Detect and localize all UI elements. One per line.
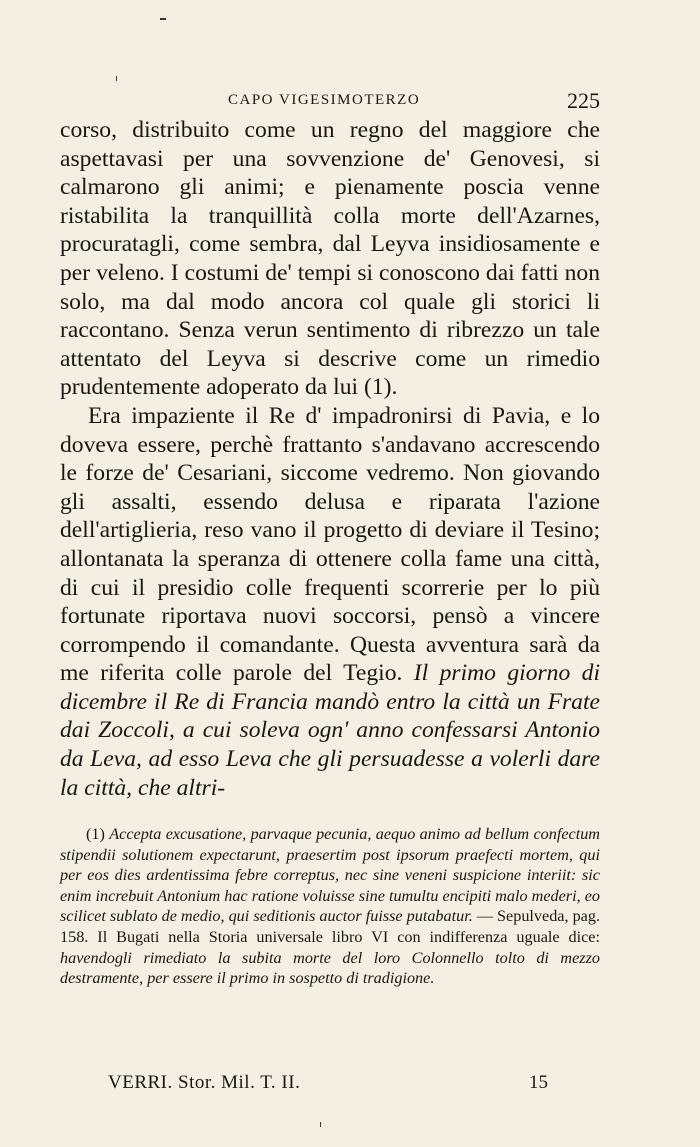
page-number: 225 (567, 88, 600, 113)
footnote-reference: — Sepulveda, pag. 158. Il Bugati nella Storia universale libro VI con indifferenza uguale dice: (60, 907, 600, 946)
paragraph-roman-text: Era impaziente il Re d' impadronirsi di Pavia, e lo doveva essere, perchè frattanto s'andavano accrescendo le forze de' Cesariani, siccome vedremo. Non giovando gli assalti, essendo delusa e riparata l'azione dell'artiglieria, reso vano il progetto di deviare il Tesino; allontanata la speranza di ottenere colla fame una città, di cui il presidio colle frequenti scorrerie per lo più fortunate riportava nuovi soccorsi, pensò a vincere corrompendo il comandante. Questa avventura sarà da me riferita colle parole del Tegio. (60, 402, 600, 687)
ink-speck (320, 1122, 321, 1127)
ink-speck (160, 18, 166, 20)
signature-mark: VERRI. Stor. Mil. T. II. (108, 1072, 301, 1093)
running-title: CAPO VIGESIMOTERZO (228, 92, 421, 108)
paragraph (60, 402, 600, 802)
main-text (60, 116, 600, 802)
signature-number: 15 (529, 1072, 548, 1093)
footnote-quote: havendogli rimediato la subita morte del loro Colonnello tolto di mezzo destramente, per essere il primo in sospetto di tradigione. (60, 948, 600, 988)
page-footer (108, 1072, 548, 1098)
footnote (60, 824, 600, 989)
quoted-italic-text: Il primo giorno di dicembre il Re di Francia mandò entro la città un Frate dai Zoccoli, a cui soleva ogn' anno confessarsi Antonio da Leva, ad esso Leva che gli persuadesse a volerli dare la città, che altri- (60, 660, 600, 801)
page-header (60, 88, 600, 114)
footnote-paragraph (60, 824, 600, 989)
ink-speck (116, 76, 117, 81)
footnote-latin: Accepta excusatione, parvaque pecunia, aequo animo ad bellum confectum stipendii solutionem expectarunt, praesertim post ipsorum praefecti mortem, qui per eos dies ardentissima febre correptus, nec sine veneni suspicione interiit: sic enim increbuit Antonium hac ratione voluisse sine tumultu encipiti malo mederi, eo scilicet sublato de medio, qui seditionis auctor fuisse putabatur. (60, 825, 600, 926)
paragraph-continued: corso, distribuito come un regno del maggiore che aspettavasi per una sovvenzione de' Genovesi, si calmarono gli animi; e pienamente poscia venne ristabilita la tranquillità colla morte dell'Azarnes, procuratagli, come sembra, dal Leyva insidiosamente e per veleno. I costumi de' tempi si conoscono dai fatti non solo, ma dal modo ancora col quale gli storici li raccontano. Senza verun sentimento di ribrezzo un tale attentato del Leyva si descrive come un rimedio prudentemente adoperato da lui (1). (60, 117, 600, 401)
footnote-marker: (1) (86, 825, 105, 843)
